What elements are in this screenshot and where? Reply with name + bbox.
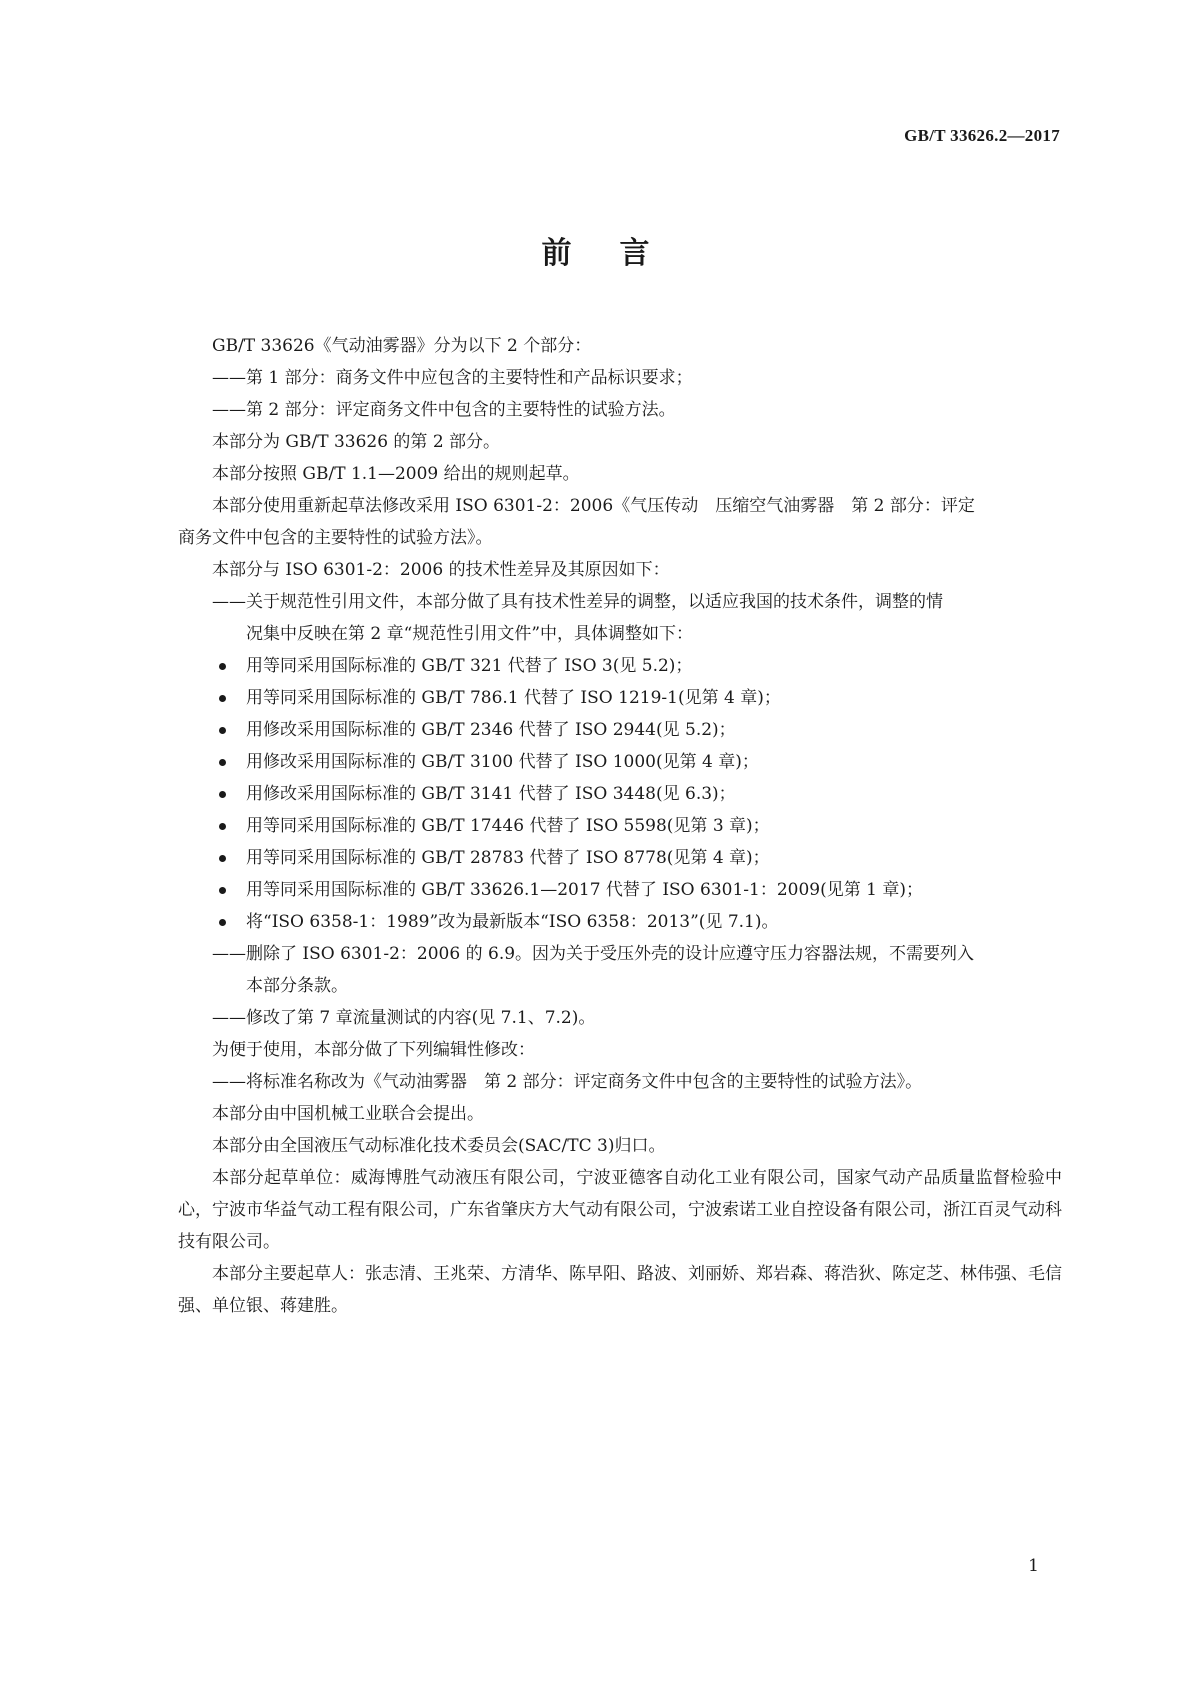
paragraph: 本部分为 GB/T 33626 的第 2 部分。: [212, 432, 501, 452]
paragraph: 本部分由全国液压气动标准化技术委员会(SAC/TC 3)归口。: [212, 1136, 666, 1156]
bullet-item: [178, 778, 1062, 810]
page-number: 1: [1028, 1556, 1039, 1576]
bullet-text: 用等同采用国际标准的 GB/T 28783 代替了 ISO 8778(见第 4 章)；: [246, 848, 770, 868]
bullet-item: [178, 682, 1062, 714]
bullet-icon: [219, 663, 226, 670]
bullet-item: [178, 874, 1062, 906]
paragraph: 本部分与 ISO 6301-2：2006 的技术性差异及其原因如下：: [212, 560, 670, 580]
bullet-text: 用等同采用国际标准的 GB/T 321 代替了 ISO 3(见 5.2)；: [246, 656, 693, 676]
bullet-icon: [219, 823, 226, 830]
bullet-icon: [219, 887, 226, 894]
bullet-item: [178, 714, 1062, 746]
bullet-item: [178, 842, 1062, 874]
dash-item-line: ——关于规范性引用文件，本部分做了具有技术性差异的调整，以适应我国的技术条件，调整的情: [212, 592, 943, 612]
page-title: 前言: [541, 236, 698, 271]
bullet-item: [178, 810, 1062, 842]
bullet-item: [178, 906, 1062, 938]
paragraph: 为便于使用，本部分做了下列编辑性修改：: [212, 1040, 535, 1060]
bullet-icon: [219, 919, 226, 926]
dash-item: ——第 2 部分：评定商务文件中包含的主要特性的试验方法。: [212, 400, 676, 420]
dash-item: ——将标准名称改为《气动油雾器 第 2 部分：评定商务文件中包含的主要特性的试验方法》。: [212, 1072, 923, 1092]
paragraph-drafting-units: 本部分起草单位：威海博胜气动液压有限公司，宁波亚德客自动化工业有限公司，国家气动产品质量监督检验中心，宁波市华益气动工程有限公司，广东省肇庆方大气动有限公司，宁波索诺工业自控设备有限公司，浙江百灵气动科技有限公司。: [178, 1168, 1062, 1252]
paragraph: GB/T 33626《气动油雾器》分为以下 2 个部分：: [212, 336, 592, 356]
paragraph-continuation: 商务文件中包含的主要特性的试验方法》。: [178, 528, 493, 548]
bullet-text: 用修改采用国际标准的 GB/T 3100 代替了 ISO 1000(见第 4 章)；: [246, 752, 759, 772]
dash-item: ——第 1 部分：商务文件中应包含的主要特性和产品标识要求；: [212, 368, 693, 388]
dash-item: ——修改了第 7 章流量测试的内容(见 7.1、7.2)。: [212, 1008, 596, 1028]
dash-item-continuation: 本部分条款。: [246, 976, 348, 996]
paragraph: 本部分由中国机械工业联合会提出。: [212, 1104, 484, 1124]
bullet-icon: [219, 855, 226, 862]
paragraph: 本部分按照 GB/T 1.1—2009 给出的规则起草。: [212, 464, 580, 484]
bullet-text: 将“ISO 6358-1：1989”改为最新版本“ISO 6358：2013”(见 7.1)。: [246, 912, 779, 932]
bullet-icon: [219, 727, 226, 734]
standard-number-header: GB/T 33626.2—2017: [904, 126, 1060, 145]
dash-item-line: ——删除了 ISO 6301-2：2006 的 6.9。因为关于受压外壳的设计应遵守压力容器法规，不需要列入: [212, 944, 975, 964]
document-body: [178, 330, 1062, 1322]
dash-item: [178, 938, 1062, 1002]
paragraph-line: 本部分使用重新起草法修改采用 ISO 6301-2：2006《气压传动 压缩空气油雾器 第 2 部分：评定: [212, 496, 975, 516]
bullet-text: 用修改采用国际标准的 GB/T 3141 代替了 ISO 3448(见 6.3)；: [246, 784, 736, 804]
bullet-text: 用等同采用国际标准的 GB/T 786.1 代替了 ISO 1219-1(见第 4 章)；: [246, 688, 781, 708]
bullet-icon: [219, 759, 226, 766]
bullet-text: 用等同采用国际标准的 GB/T 33626.1—2017 代替了 ISO 6301-1：2009(见第 1 章)；: [246, 880, 923, 900]
bullet-text: 用等同采用国际标准的 GB/T 17446 代替了 ISO 5598(见第 3 章)；: [246, 816, 770, 836]
paragraph-drafters: 本部分主要起草人：张志清、王兆荣、方清华、陈早阳、路波、刘丽娇、郑岩森、蒋浩狄、陈定芝、林伟强、毛信强、单位银、蒋建胜。: [178, 1264, 1062, 1316]
bullet-text: 用修改采用国际标准的 GB/T 2346 代替了 ISO 2944(见 5.2)；: [246, 720, 736, 740]
dash-item: [178, 586, 1062, 650]
bullet-item: [178, 746, 1062, 778]
bullet-icon: [219, 791, 226, 798]
paragraph: [178, 490, 1062, 522]
bullet-icon: [219, 695, 226, 702]
bullet-item: [178, 650, 1062, 682]
dash-item-continuation: 况集中反映在第 2 章“规范性引用文件”中，具体调整如下：: [246, 624, 694, 644]
